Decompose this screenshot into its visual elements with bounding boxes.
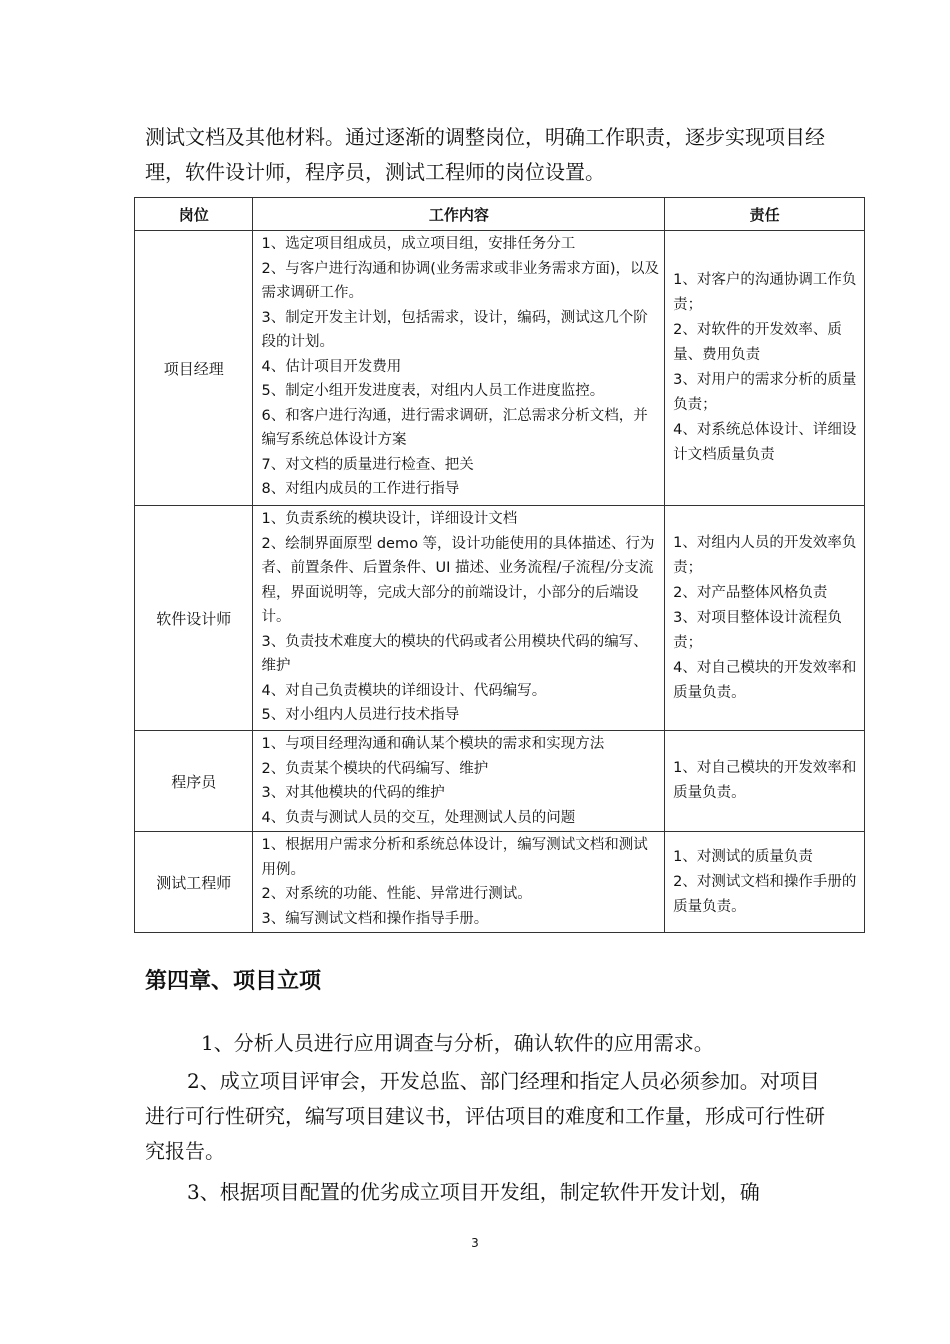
intro-paragraph: 测试文档及其他材料。通过逐渐的调整岗位，明确工作职责，逐步实现项目经理，软件设计师，程序员，测试工程师的岗位设置。 (145, 125, 825, 184)
work-item: 2、与客户进行沟通和协调(业务需求或非业务需求方面)，以及需求调研工作。 (261, 260, 660, 301)
responsibility-item: 3、对项目整体设计流程负责； (673, 609, 842, 651)
table-row (135, 832, 865, 933)
work-item: 2、负责某个模块的代码编写、维护 (261, 760, 489, 777)
responsibility-item: 1、对测试的质量负责 (673, 848, 813, 865)
responsibility-item: 2、对软件的开发效率、质量、费用负责 (673, 322, 842, 363)
work-item: 4、对自己负责模块的详细设计、代码编写。 (261, 682, 547, 699)
responsibility-item: 1、对客户的沟通协调工作负责； (673, 272, 857, 313)
work-content-cell (253, 832, 665, 933)
page-number: 3 (471, 1236, 479, 1250)
work-item: 7、对文档的质量进行检查、把关 (261, 456, 474, 473)
responsibility-item: 1、对自己模块的开发效率和质量负责。 (673, 760, 857, 801)
role-cell: 软件设计师 (135, 506, 253, 731)
body-paragraph: 3、根据项目配置的优劣成立项目开发组，制定软件开发计划，确 (187, 1180, 760, 1204)
responsibility-cell (665, 832, 865, 933)
header-role: 岗位 (135, 198, 253, 231)
work-item: 1、根据用户需求分析和系统总体设计，编写测试文档和测试用例。 (261, 837, 648, 878)
body-paragraph: 2、成立项目评审会，开发总监、部门经理和指定人员必须参加。对项目进行可行性研究，编写项目建议书，评估项目的难度和工作量，形成可行性研究报告。 (145, 1069, 825, 1163)
responsibility-item: 4、对系统总体设计、详细设计文档质量负责 (673, 422, 857, 463)
responsibility-cell (665, 731, 865, 832)
work-item: 4、估计项目开发费用 (261, 358, 402, 375)
work-item: 5、对小组内人员进行技术指导 (261, 707, 460, 723)
header-work-content: 工作内容 (253, 198, 665, 231)
role-cell: 项目经理 (135, 231, 253, 506)
responsibility-item: 1、对组内人员的开发效率负责； (673, 534, 857, 576)
table-row (135, 231, 865, 506)
work-content-cell (253, 231, 665, 506)
responsibility-item: 3、对用户的需求分析的质量负责； (673, 372, 857, 413)
work-content-cell (253, 731, 665, 832)
responsibility-item: 2、对测试文档和操作手册的质量负责。 (673, 873, 857, 915)
body-paragraph: 1、分析人员进行应用调查与分析，确认软件的应用需求。 (201, 1031, 714, 1055)
role-cell: 测试工程师 (135, 832, 253, 933)
table-header-row (135, 198, 865, 231)
responsibility-item: 4、对自己模块的开发效率和质量负责。 (673, 659, 857, 701)
work-item: 1、负责系统的模块设计，详细设计文档 (261, 511, 518, 527)
table-row (135, 506, 865, 731)
work-item: 3、制定开发主计划，包括需求，设计，编码，测试这几个阶段的计划。 (261, 309, 648, 350)
work-item: 1、与项目经理沟通和确认某个模块的需求和实现方法 (261, 736, 605, 752)
work-item: 2、绘制界面原型 demo 等，设计功能使用的具体描述、行为者、前置条件、后置条件、UI 描述、业务流程/子流程/分支流程，界面说明等，完成大部分的前端设计，小部分的后端设计。 (261, 535, 655, 625)
table-row (135, 731, 865, 832)
work-item: 1、选定项目组成员，成立项目组，安排任务分工 (261, 236, 576, 252)
responsibility-item: 2、对产品整体风格负责 (673, 584, 828, 601)
work-item: 6、和客户进行沟通，进行需求调研，汇总需求分析文档，并编写系统总体设计方案 (261, 407, 648, 448)
work-item: 3、编写测试文档和操作指导手册。 (261, 910, 489, 927)
work-item: 3、对其他模块的代码的维护 (261, 785, 445, 801)
work-item: 5、制定小组开发进度表，对组内人员工作进度监控。 (261, 383, 605, 399)
chapter-heading: 第四章、项目立项 (145, 969, 322, 994)
work-item: 2、对系统的功能、性能、异常进行测试。 (261, 886, 532, 902)
responsibility-cell (665, 506, 865, 731)
work-item: 8、对组内成员的工作进行指导 (261, 481, 460, 497)
header-responsibility: 责任 (665, 198, 865, 231)
role-responsibility-table (134, 197, 865, 933)
work-content-cell (253, 506, 665, 731)
work-item: 4、负责与测试人员的交互，处理测试人员的问题 (261, 809, 576, 826)
role-cell: 程序员 (135, 731, 253, 832)
work-item: 3、负责技术难度大的模块的代码或者公用模块代码的编写、维护 (261, 633, 648, 674)
responsibility-cell (665, 231, 865, 506)
